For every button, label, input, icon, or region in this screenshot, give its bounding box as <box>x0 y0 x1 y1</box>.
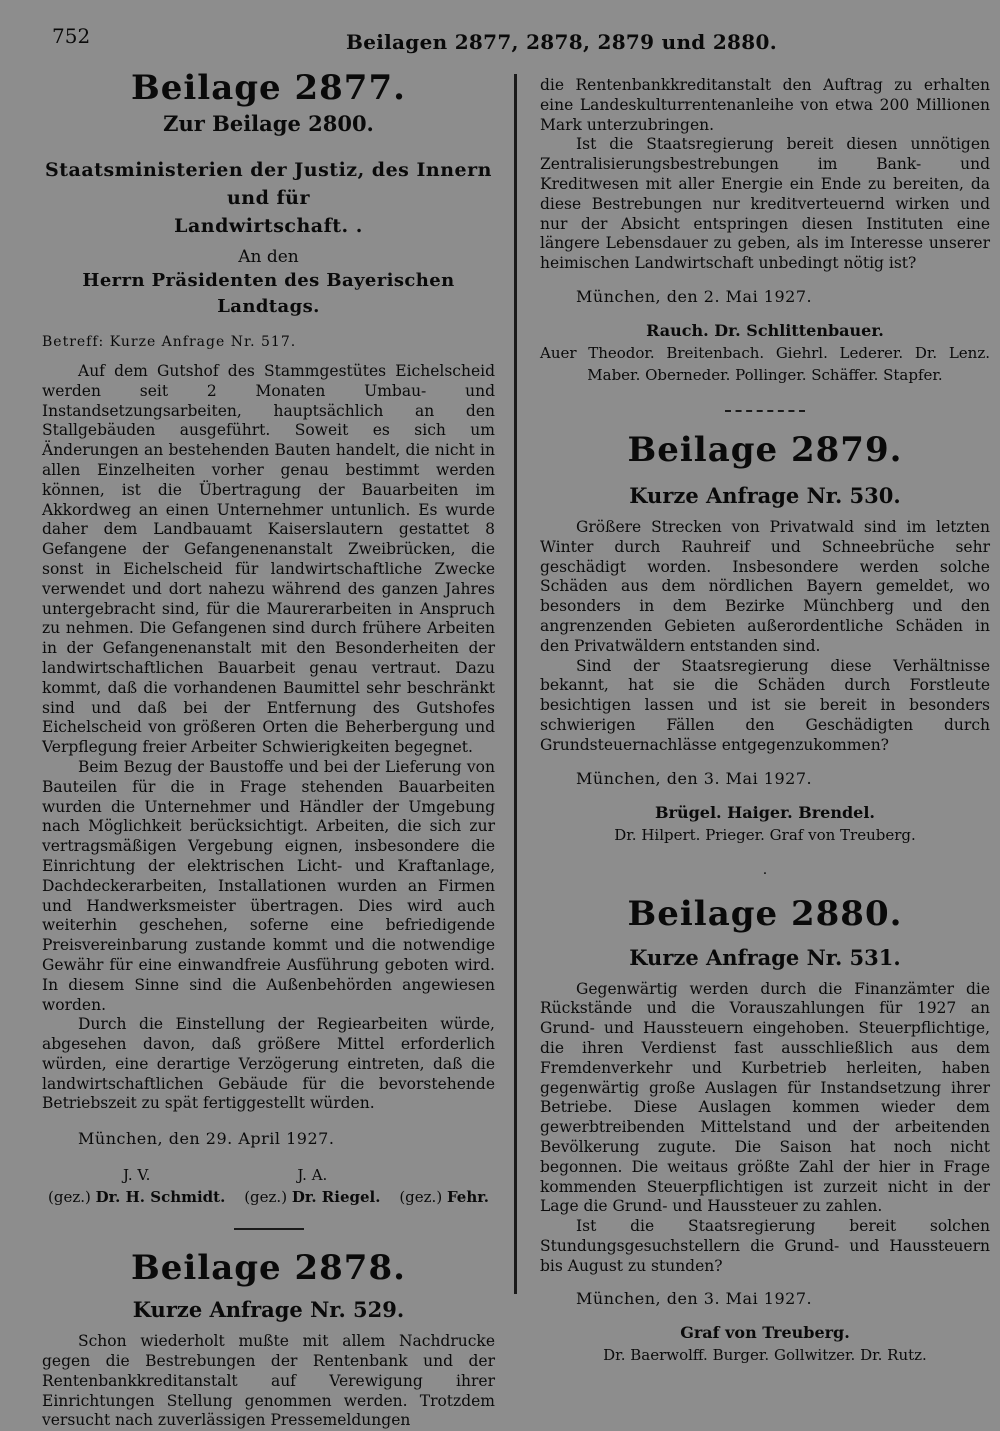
beilage-2879-title: Beilage 2879. <box>627 429 903 470</box>
signature <box>244 1164 380 1208</box>
paragraph: Auf dem Gutshof des Stammgestütes Eichelscheid werden seit 2 Monaten Umbau- und Instandsetzungsarbeiten, hauptsächlich an den Stallgebäuden ausgeführt. Soweit es sich um Änderungen an bestehenden Bauten handelt, die nicht in allen Einzelheiten vorher genau bestimmt werden können, ist die Übertragung der Bauarbeiten im Akkordweg an einen Unternehmer untunlich. Es wurde daher dem Landbauamt Kaiserslautern gestattet 8 Gefangene der Gefangenenanstalt Zweibrücken, die sonst in Eichelscheid für landwirtschaftliche Zwecke verwendet und dort nahezu während des ganzen Jahres untergebracht sind, für die Maurerarbeiten in Anspruch zu nehmen. Die Gefangenen sind durch frühere Arbeiten in der Gefangenenanstalt mit den Besonderheiten der landwirtschaftlichen Bauarbeit genau vertraut. Dazu kommt, daß die vorhandenen Baumittel sehr beschränkt sind und daß bei der Entfernung des Gutshofes Eichelscheid von größeren Orten die Beherbergung und Verpflegung freier Arbeiter Schwierigkeiten begegnet. <box>42 362 495 757</box>
signature-prefix: (gez.) <box>48 1188 91 1207</box>
beilage-2879-signers-1 <box>540 802 990 824</box>
beilage-2880-date: München, den 3. Mai 1927. <box>576 1289 813 1309</box>
beilage-2877-subtitle: Zur Beilage 2800. <box>163 111 374 136</box>
section-divider: . <box>762 861 768 878</box>
beilage-2879 <box>540 430 990 846</box>
beilage-2880-body <box>540 980 990 1277</box>
beilage-2878 <box>42 1248 495 1431</box>
column-rule <box>514 74 517 1294</box>
signature-name: Dr. Riegel. <box>291 1188 381 1207</box>
signature-name: Dr. H. Schmidt. <box>95 1188 226 1207</box>
beilage-2878-continued <box>540 76 990 386</box>
beilage-2879-signers-2: Dr. Hilpert. Prieger. Graf von Treuberg. <box>614 825 916 844</box>
signature-prefix: (gez.) <box>399 1188 443 1207</box>
paragraph: Ist die Staatsregierung bereit diesen unnötigen Zentralisierungsbestrebungen im Bank- und Kreditwesen mit aller Energie ein Ende zu bereiten, da diese Bestrebungen nur kreditverteuernd wirken und nur der Absicht entspringen diesen Instituten eine längere Lebensdauer zu geben, als im Interesse unserer heimischen Landwirtschaft unbedingt nötig ist? <box>540 135 990 273</box>
beilage-2879-date: München, den 3. Mai 1927. <box>576 768 813 788</box>
betreff-line: Betreff: Kurze Anfrage Nr. 517. <box>42 334 297 350</box>
right-column <box>540 76 990 1366</box>
paragraph: die Rentenbankkreditanstalt den Auftrag zu erhalten eine Landeskulturrentenanleihe von etwa 200 Millionen Mark unterzubringen. <box>540 76 990 134</box>
beilage-2878-title: Beilage 2878. <box>131 1248 406 1289</box>
signature-block <box>42 1164 495 1208</box>
beilage-2880-subtitle: Kurze Anfrage Nr. 531. <box>629 944 901 970</box>
beilage-2880-signers-2: Dr. Baerwolff. Burger. Gollwitzer. Dr. Rutz. <box>603 1346 927 1365</box>
beilage-2878-signers-1 <box>540 320 990 342</box>
beilage-2878-body-left <box>42 1332 495 1431</box>
section-divider <box>725 410 805 412</box>
paragraph: Ist die Staatsregierung bereit solchen Stundungsgesuchstellern die Grund- und Haussteuern bis August zu stunden? <box>540 1217 990 1275</box>
beilage-2879-body <box>540 518 990 756</box>
signature-role: J. A. <box>297 1166 328 1185</box>
beilage-2879-subtitle: Kurze Anfrage Nr. 530. <box>629 482 901 508</box>
beilage-2880 <box>540 894 990 1367</box>
addressee: Herrn Präsidenten des Bayerischen Landtags. <box>82 270 455 317</box>
paragraph: Beim Bezug der Baustoffe und bei der Lieferung von Bauteilen für die in Frage stehenden Bauarbeiten wurden die Unternehmer und Händler der Umgebung nach Möglichkeit berücksichtigt. Arbeiten, die sich zur vertragsmäßigen Vergebung eignen, insbesondere die Einrichtung der elektrischen Licht- und Kraftanlage, Dachdeckerarbeiten, Installationen wurden an Firmen und Handwerksmeister übertragen. Dies wird auch weiterhin geschehen, soferne eine befriedigende Preisvereinbarung zustande kommt und die notwendige Gewähr für eine einwandfreie Ausführung geboten wird. In diesem Sinne sind die Außenbehörden angewiesen worden. <box>42 757 495 1014</box>
paragraph: Sind der Staatsregierung diese Verhältnisse bekannt, hat sie die Schäden durch Forstleute besichtigen lassen und ist sie bereit in besonders schwierigen Fällen den Geschädigten durch Grundsteuernachlässe entgegenzukommen? <box>540 656 990 754</box>
left-column <box>42 68 495 1431</box>
paragraph: Gegenwärtig werden durch die Finanzämter die Rückstände und die Vorauszahlungen für 1927 an Grund- und Haussteuern eingehoben. Steuerpflichtige, die ihren Verdienst fast ausschließlich aus dem Fremdenverkehr und Kurbetrieb herleiten, haben gegenwärtig große Auslagen für Instandsetzung ihrer Betriebe. Diese Auslagen kommen wieder dem gewerbtreibenden Mittelstand und der arbeitenden Bevölkerung zugute. Die Saison hat noch nicht begonnen. Die weitaus größte Zahl der hier in Frage kommenden Steuerpflichtigen ist zurzeit nicht in der Lage die Grund- und Haussteuer zu zahlen. <box>540 979 990 1216</box>
signature-prefix: (gez.) <box>244 1188 288 1207</box>
beilage-2880-title: Beilage 2880. <box>627 893 903 934</box>
authority-line-1: Staatsministerien der Justiz, des Innern und für <box>45 159 492 209</box>
page-number: 752 <box>52 24 91 48</box>
running-header: Beilagen 2877, 2878, 2879 und 2880. <box>346 30 777 54</box>
authority-line-2: Landwirtschaft. . <box>174 215 363 237</box>
beilage-2877-body <box>42 362 495 1114</box>
beilage-2878-signers-2: Auer Theodor. Breitenbach. Giehrl. Lederer. Dr. Lenz. <box>540 343 990 362</box>
beilage-2880-signers-1 <box>540 1322 990 1344</box>
beilage-2878-signers-3: Maber. Oberneder. Pollinger. Schäffer. Stapfer. <box>587 365 943 384</box>
beilage-2877 <box>42 68 495 1208</box>
signer-names: Rauch. Dr. Schlittenbauer. <box>646 320 884 340</box>
beilage-2878-body-right <box>540 76 990 274</box>
signature-name: Fehr. <box>446 1188 489 1207</box>
paragraph: Durch die Einstellung der Regiearbeiten würde, abgesehen davon, daß größere Mittel erforderlich würden, eine derartige Verzögerung eintreten, daß die landwirtschaftlichen Gebäude für die bevorstehende Betriebszeit zu spät fertiggestellt würden. <box>42 1015 495 1113</box>
beilage-2878-date: München, den 2. Mai 1927. <box>576 286 813 306</box>
beilage-2877-date: München, den 29. April 1927. <box>78 1129 335 1149</box>
paragraph: Größere Strecken von Privatwald sind im letzten Winter durch Rauhreif und Schneebrüche sehr geschädigt worden. Insbesondere werden solche Schäden aus dem nördlichen Bayern gemeldet, wo besonders in dem Bezirke Münchberg und den angrenzenden Gebieten außerordentliche Schäden in den Privatwäldern entstanden sind. <box>540 517 990 655</box>
signature <box>399 1164 489 1208</box>
signature-role <box>399 1164 489 1186</box>
signature <box>48 1164 225 1208</box>
beilage-2878-subtitle: Kurze Anfrage Nr. 529. <box>132 1297 405 1323</box>
signer-names: Brügel. Haiger. Brendel. <box>655 802 875 822</box>
paragraph: Schon wiederholt mußte mit allem Nachdrucke gegen die Bestrebungen der Rentenbank und der Rentenbankkreditanstalt auf Verewigung ihrer Einrichtungen Stellung genommen werden. Trotzdem versucht nach zuverlässigen Pressemeldungen <box>42 1332 495 1430</box>
section-divider <box>234 1228 304 1230</box>
signature-role: J. V. <box>122 1166 151 1185</box>
beilage-2877-title: Beilage 2877. <box>131 68 406 108</box>
signer-names: Graf von Treuberg. <box>680 1323 850 1343</box>
an-den: An den <box>238 247 299 267</box>
